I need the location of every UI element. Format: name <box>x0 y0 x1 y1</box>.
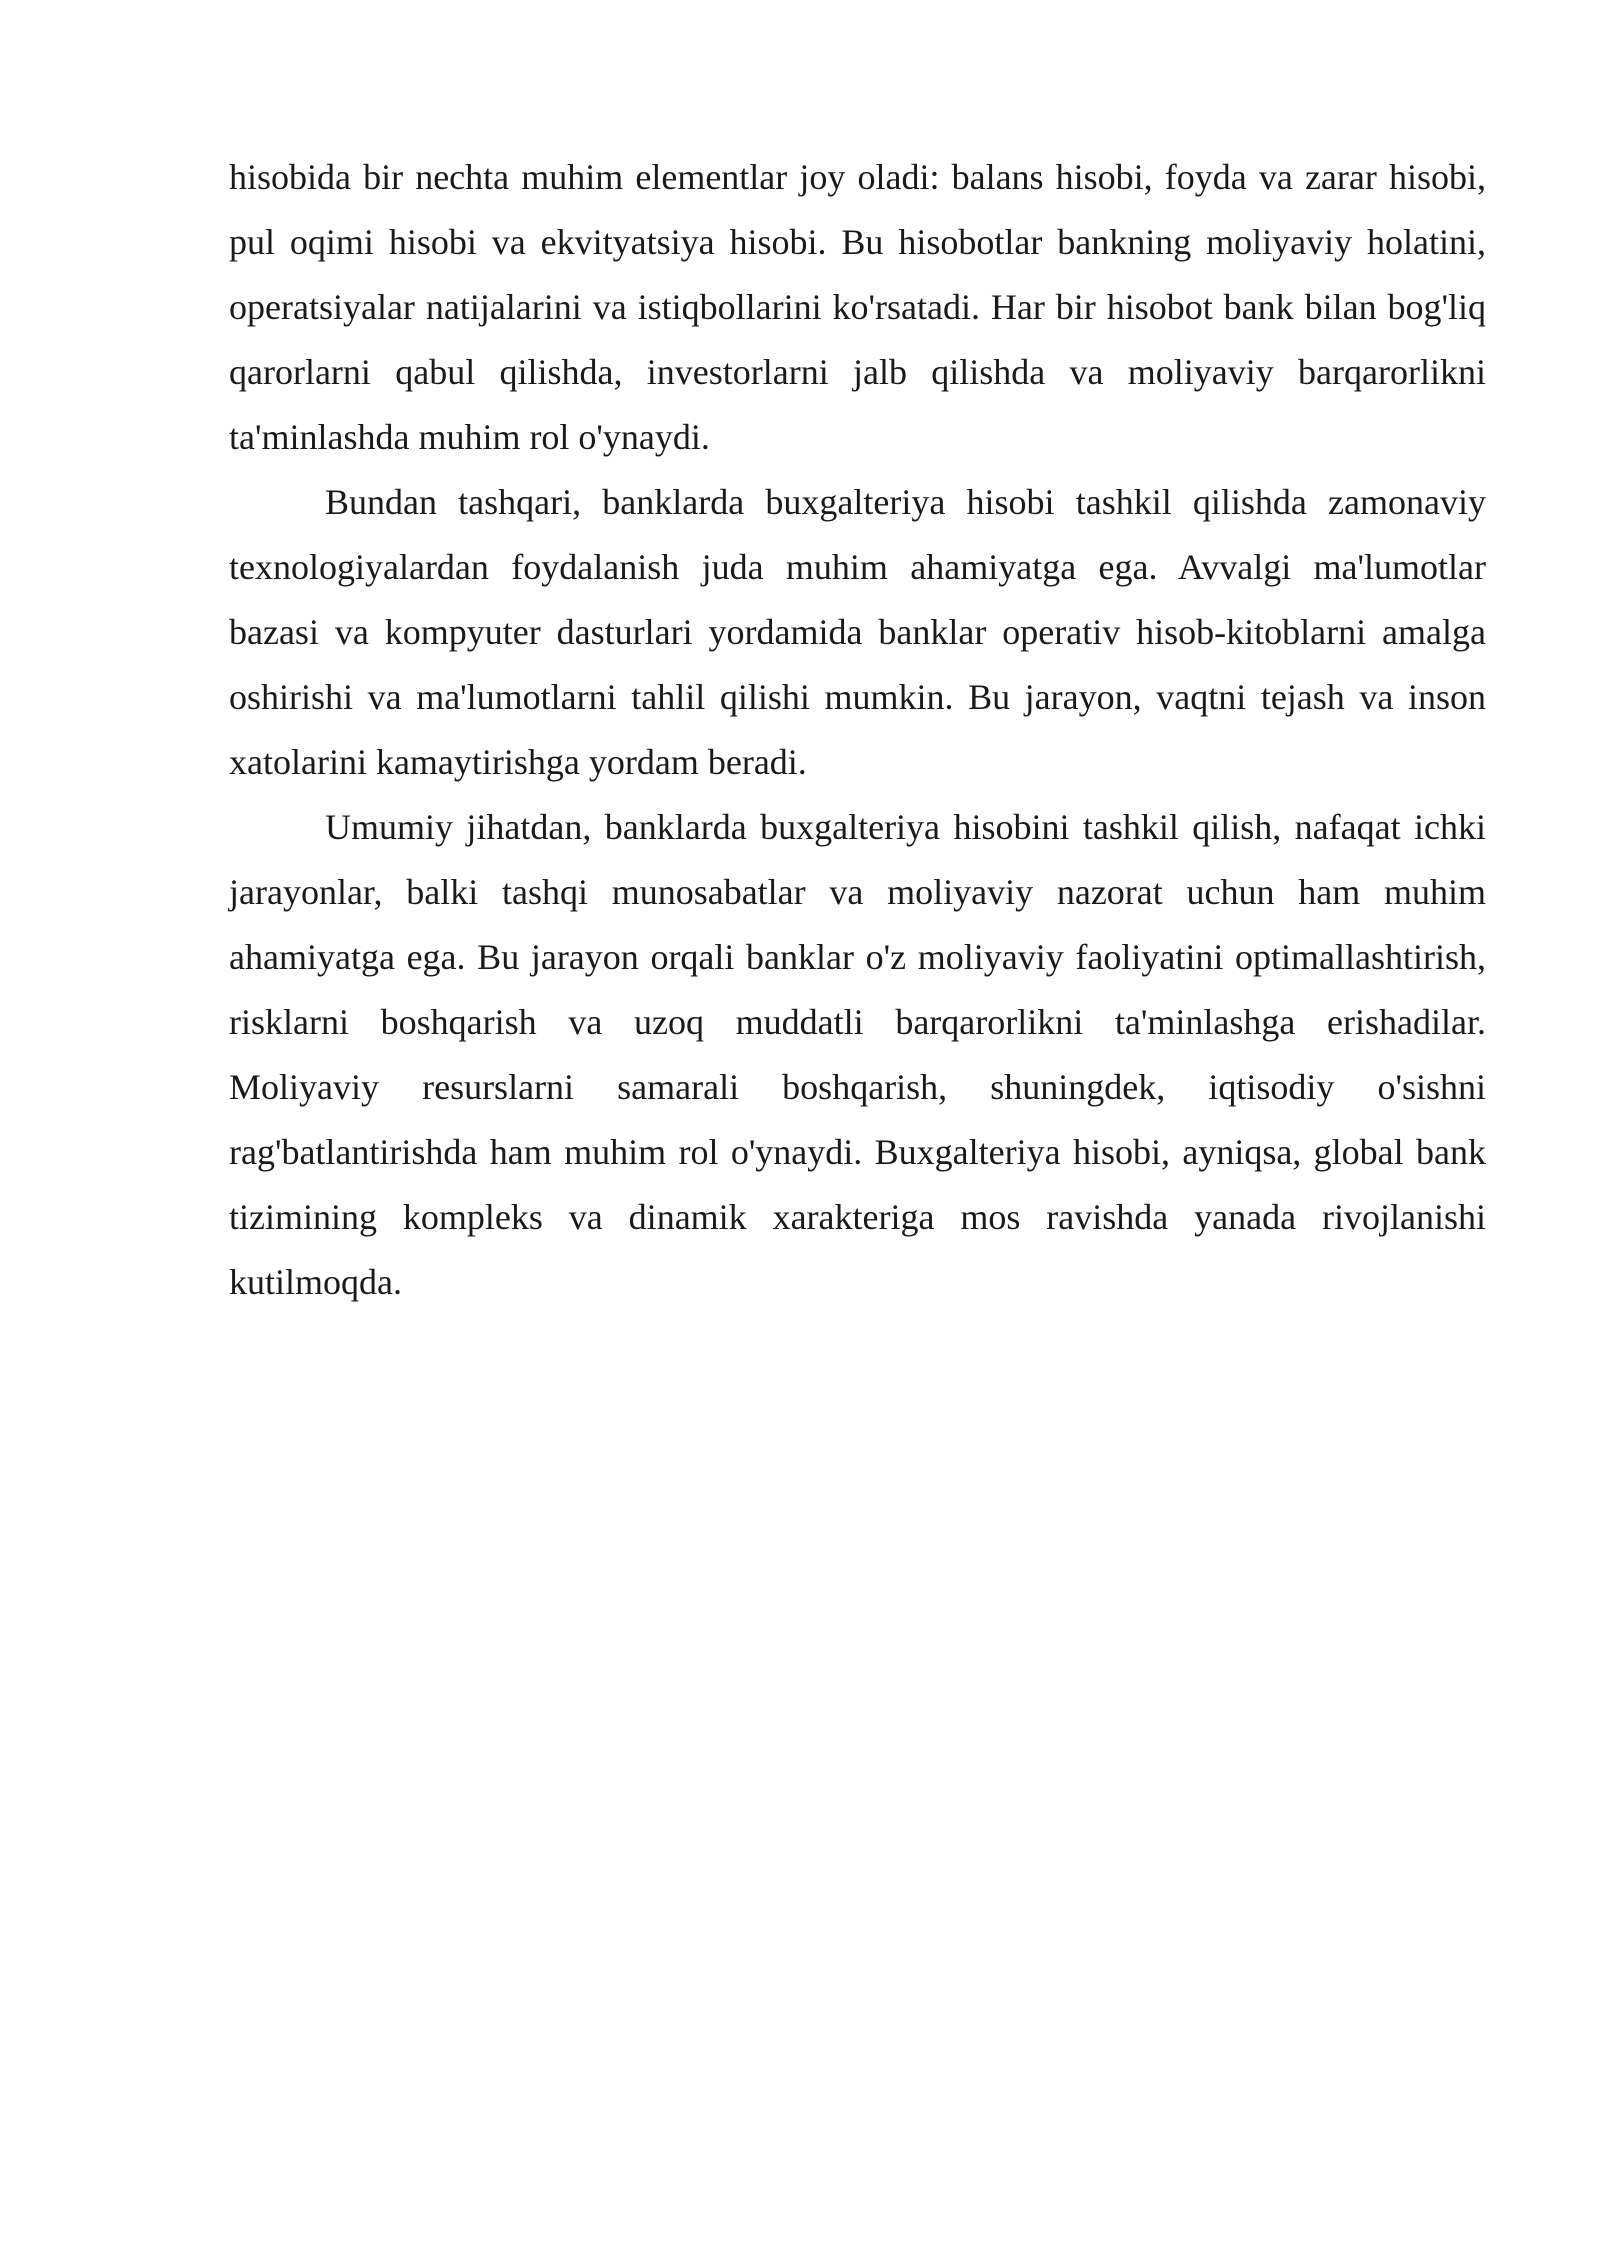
paragraph-3: Umumiy jihatdan, banklarda buxgalteriya hisobini tashkil qilish, nafaqat ichki jarayonlar, balki tashqi munosabatlar va moliyaviy nazorat uchun ham muhim ahamiyatga ega. Bu jarayon orqali banklar o'z moliyaviy faoliyatini optimallashtirish, risklarni boshqarish va uzoq muddatli barqarorlikni ta'minlashga erishadilar. Moliyaviy resurslarni samarali boshqarish, shuningdek, iqtisodiy o'sishni rag'batlantirishda ham muhim rol o'ynaydi. Buxgalteriya hisobi, ayniqsa, global bank tizimining kompleks va dinamik xarakteriga mos ravishda yanada rivojlanishi kutilmoqda. <box>229 807 1486 1302</box>
paragraph-2: Bundan tashqari, banklarda buxgalteriya hisobi tashkil qilishda zamonaviy texnologiyalardan foydalanish juda muhim ahamiyatga ega. Avvalgi ma'lumotlar bazasi va kompyuter dasturlari yordamida banklar operativ hisob-kitoblarni amalga oshirishi va ma'lumotlarni tahlil qilishi mumkin. Bu jarayon, vaqtni tejash va inson xatolarini kamaytirishga yordam beradi. <box>229 482 1486 782</box>
body-text <box>229 145 1486 1315</box>
paragraph-1: hisobida bir nechta muhim elementlar joy oladi: balans hisobi, foyda va zarar hisobi, pul oqimi hisobi va ekvityatsiya hisobi. Bu hisobotlar bankning moliyaviy holatini, operatsiyalar natijalarini va istiqbollarini ko'rsatadi. Har bir hisobot bank bilan bog'liq qarorlarni qabul qilishda, investorlarni jalb qilishda va moliyaviy barqarorlikni ta'minlashda muhim rol o'ynaydi. <box>229 157 1486 457</box>
